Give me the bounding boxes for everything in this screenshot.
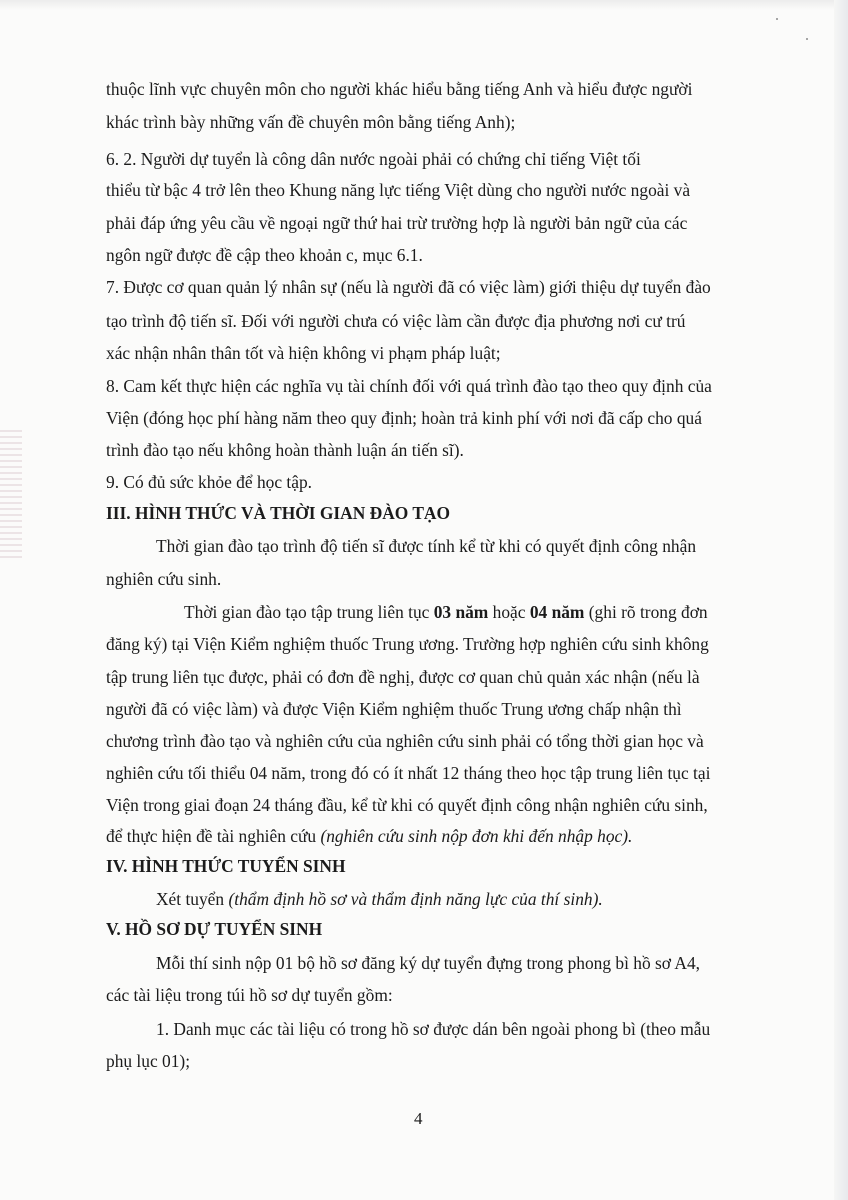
body-line: Viện trong giai đoạn 24 tháng đầu, kể từ khi có quyết định công nhận nghiên cứu sinh, xyxy=(106,795,708,815)
scan-edge-right xyxy=(834,0,848,1200)
margin-smudge xyxy=(0,430,22,560)
section-heading-application-files: V. HỒ SƠ DỰ TUYỂN SINH xyxy=(106,919,323,939)
body-line: Thời gian đào tạo tập trung liên tục 03 năm hoặc 04 năm (ghi rõ trong đơn xyxy=(184,602,708,622)
body-line: xác nhận nhân thân tốt và hiện không vi phạm pháp luật; xyxy=(106,343,501,363)
body-line: phụ lục 01); xyxy=(106,1051,191,1071)
duration-3-years: 03 năm xyxy=(433,602,489,622)
body-line: người đã có việc làm) và được Viện Kiểm nghiệm thuốc Trung ương chấp nhận thì xyxy=(106,699,682,719)
page-number: 4 xyxy=(414,1109,423,1128)
body-line: nghiên cứu tối thiểu 04 năm, trong đó có ít nhất 12 tháng theo học tập trung liên tục tại xyxy=(106,763,711,783)
body-line: 8. Cam kết thực hiện các nghĩa vụ tài chính đối với quá trình đào tạo theo quy định của xyxy=(106,376,712,396)
scan-edge-top xyxy=(0,0,848,10)
body-line: Viện (đóng học phí hàng năm theo quy định; hoàn trả kinh phí với nơi đã cấp cho quá xyxy=(106,408,702,428)
body-line: 1. Danh mục các tài liệu có trong hồ sơ được dán bên ngoài phong bì (theo mẫu xyxy=(156,1019,711,1039)
body-line: 6. 2. Người dự tuyển là công dân nước ngoài phải có chứng chỉ tiếng Việt tối xyxy=(106,149,641,169)
body-line: tập trung liên tục được, phải có đơn đề nghị, được cơ quan chủ quản xác nhận (nếu là xyxy=(106,667,700,687)
scan-speck xyxy=(776,18,778,20)
scan-speck xyxy=(806,38,808,40)
body-line: Mỗi thí sinh nộp 01 bộ hồ sơ đăng ký dự tuyển đựng trong phong bì hồ sơ A4, xyxy=(156,953,700,973)
body-line: đăng ký) tại Viện Kiểm nghiệm thuốc Trung ương. Trường hợp nghiên cứu sinh không xyxy=(106,634,709,654)
body-line: chương trình đào tạo và nghiên cứu của nghiên cứu sinh phải có tổng thời gian học và xyxy=(106,731,704,751)
body-line: trình đào tạo nếu không hoàn thành luận án tiến sĩ). xyxy=(106,440,464,460)
body-line: thuộc lĩnh vực chuyên môn cho người khác hiểu bằng tiếng Anh và hiểu được người xyxy=(106,79,693,99)
body-line: các tài liệu trong túi hồ sơ dự tuyển gồm: xyxy=(106,985,393,1005)
body-line: ngôn ngữ được đề cập theo khoản c, mục 6.1. xyxy=(106,245,423,265)
body-line: phải đáp ứng yêu cầu về ngoại ngữ thứ hai trừ trường hợp là người bản ngữ của các xyxy=(106,213,688,233)
body-line: Xét tuyển (thẩm định hồ sơ và thẩm định năng lực của thí sinh). xyxy=(156,889,603,909)
body-line: khác trình bày những vấn đề chuyên môn bằng tiếng Anh); xyxy=(106,112,516,132)
body-line: để thực hiện đề tài nghiên cứu (nghiên cứu sinh nộp đơn khi đến nhập học). xyxy=(106,826,633,846)
duration-4-years: 04 năm xyxy=(529,602,585,622)
body-line: 9. Có đủ sức khỏe để học tập. xyxy=(106,472,312,492)
body-line: thiểu từ bậc 4 trở lên theo Khung năng lực tiếng Việt dùng cho người nước ngoài và xyxy=(106,180,691,200)
section-heading-training-form: III. HÌNH THỨC VÀ THỜI GIAN ĐÀO TẠO xyxy=(106,503,451,523)
body-line: tạo trình độ tiến sĩ. Đối với người chưa có việc làm cần được địa phương nơi cư trú xyxy=(106,311,686,331)
body-line: Thời gian đào tạo trình độ tiến sĩ được tính kể từ khi có quyết định công nhận xyxy=(156,536,697,556)
body-line: 7. Được cơ quan quản lý nhân sự (nếu là người đã có việc làm) giới thiệu dự tuyển đào xyxy=(106,277,711,297)
section-heading-admission-form: IV. HÌNH THỨC TUYỂN SINH xyxy=(106,856,346,876)
body-line: nghiên cứu sinh. xyxy=(106,569,222,589)
